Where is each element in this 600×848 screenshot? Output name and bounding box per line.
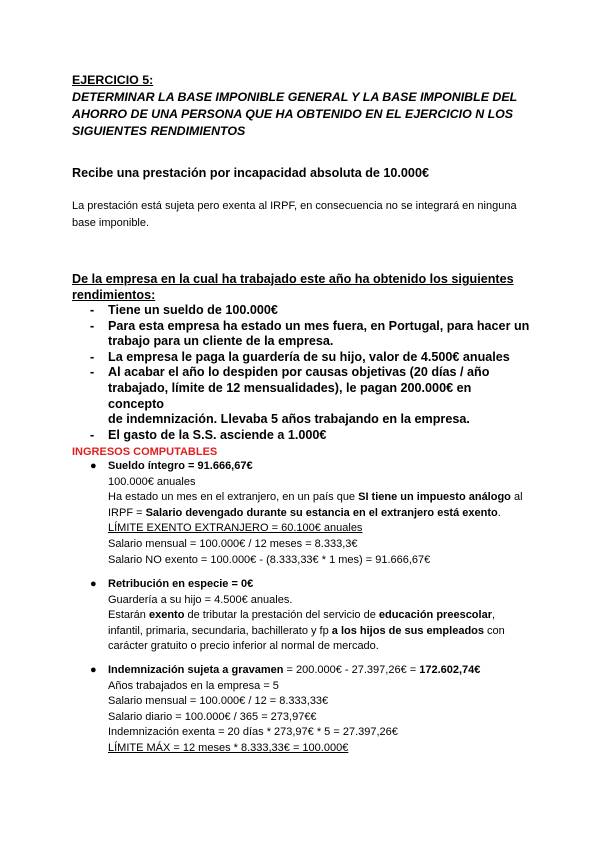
text-line: infantil, primaria, secundaria, bachillerato y fp a los hijos de sus empleados con <box>108 624 505 637</box>
ingresos-title: INGRESOS COMPUTABLES <box>72 446 218 458</box>
empresa-intro <box>72 272 542 303</box>
list-item-line: de indemnización. Llevaba 5 años trabajando en la empresa. <box>108 412 470 427</box>
exercise-number: EJERCICIO 5: <box>72 73 154 87</box>
list-item-line: La empresa le paga la guardería de su hijo, valor de 4.500€ anuales <box>108 349 510 364</box>
list-item-line: Tiene un sueldo de 100.000€ <box>108 303 278 317</box>
list-item-line: trabajado, límite de 12 mensualidades), le pagan 200.000€ en concepto <box>108 380 472 411</box>
paragraph-line: base imponible. <box>72 217 150 229</box>
bullet-icon: ● <box>90 578 97 590</box>
text-line: Estarán exento de tributar la prestación del servicio de educación preescolar, <box>108 609 496 622</box>
especie-section <box>90 577 550 655</box>
indemnizacion-section <box>90 663 550 757</box>
list-item-line: Para esta empresa ha estado un mes fuera, en Portugal, para hacer un <box>108 318 530 333</box>
list-item <box>90 350 530 366</box>
text-line: Salario NO exento = 100.000€ - (8.333,33€ * 1 mes) = 91.666,67€ <box>108 553 431 566</box>
dash-marker: - <box>90 427 95 442</box>
text-line: LÍMITE EXENTO EXTRANJERO = 60.100€ anuales <box>108 522 363 535</box>
prestacion-text <box>72 198 542 232</box>
text-line: Salario diario = 100.000€ / 365 = 273,97€€ <box>108 710 317 723</box>
dash-marker: - <box>90 365 95 380</box>
exercise-statement-line: DETERMINAR LA BASE IMPONIBLE GENERAL Y LA BASE IMPONIBLE DEL <box>72 90 518 104</box>
exercise-statement-line: AHORRO DE UNA PERSONA QUE HA OBTENIDO EN EL EJERCICIO N LOS <box>72 107 514 121</box>
intro-line: rendimientos: <box>72 287 156 302</box>
dash-marker: - <box>90 318 95 333</box>
section-title: Retribución en especie = 0€ <box>108 578 254 590</box>
bullet-icon: ● <box>90 664 97 676</box>
section-title: Indemnización sujeta a gravamen = 200.000€ - 27.397,26€ = 172.602,74€ <box>108 664 481 676</box>
exercise-statement-line: SIGUIENTES RENDIMIENTOS <box>72 124 246 138</box>
text-line: Ha estado un mes en el extranjero, en un país que SI tiene un impuesto análogo al <box>108 491 523 504</box>
list-item-line: El gasto de la S.S. asciende a 1.000€ <box>108 427 327 442</box>
bullet-icon: ● <box>90 460 97 472</box>
paragraph-line: La prestación está sujeta pero exenta al IRPF, en consecuencia no se integrará en ninguna <box>72 200 517 212</box>
text-line: Años trabajados en la empresa = 5 <box>108 679 279 692</box>
text-line: carácter gratuito o precio inferior al normal de mercado. <box>108 640 379 653</box>
section-title: Sueldo íntegro = 91.666,67€ <box>108 460 253 472</box>
list-item <box>90 365 530 427</box>
text-line: Indemnización exenta = 20 días * 273,97€ * 5 = 27.397,26€ <box>108 726 398 739</box>
list-item <box>90 428 530 444</box>
exercise-heading <box>72 72 542 140</box>
text-line: 100.000€ anuales <box>108 475 196 488</box>
list-item <box>90 303 530 319</box>
empresa-items-list <box>90 303 530 443</box>
sueldo-section <box>90 459 550 568</box>
intro-line: De la empresa en la cual ha trabajado este año ha obtenido los siguientes <box>72 272 514 286</box>
list-item <box>90 319 530 350</box>
list-item-line: Al acabar el año lo despiden por causas objetivas (20 días / año <box>108 365 490 380</box>
list-item-line: trabajo para un cliente de la empresa. <box>108 334 334 349</box>
text-line: Salario mensual = 100.000€ / 12 meses = 8.333,3€ <box>108 537 358 550</box>
dash-marker: - <box>90 349 95 364</box>
text-line: IRPF = Salario devengado durante su estancia en el extranjero está exento. <box>108 506 501 519</box>
text-line: Salario mensual = 100.000€ / 12 = 8.333,33€ <box>108 695 329 708</box>
prestacion-title: Recibe una prestación por incapacidad absoluta de 10.000€ <box>72 166 429 180</box>
text-line: Guardería a su hijo = 4.500€ anuales. <box>108 593 293 606</box>
text-line: LÍMITE MÁX = 12 meses * 8.333,33€ = 100.000€ <box>108 741 349 754</box>
dash-marker: - <box>90 303 95 317</box>
